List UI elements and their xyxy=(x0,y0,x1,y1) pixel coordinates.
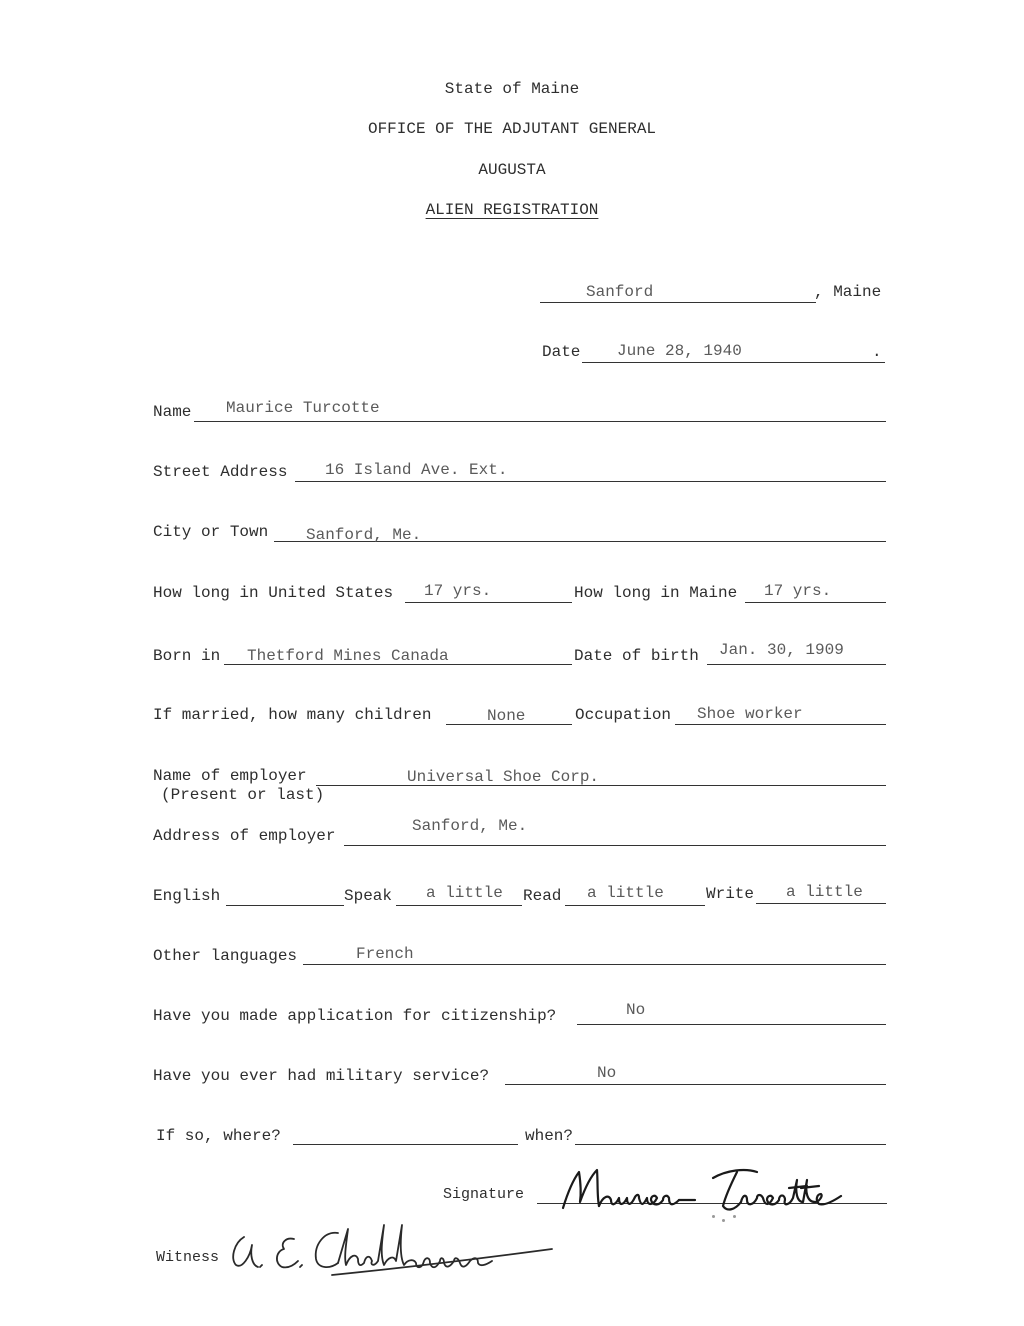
write-line xyxy=(756,903,886,904)
when-line xyxy=(575,1144,886,1145)
write-label: Write xyxy=(706,885,755,903)
date-end: . xyxy=(872,343,882,361)
signature-handwritten xyxy=(545,1150,915,1220)
city-value: Sanford, Me. xyxy=(306,526,422,544)
date-line xyxy=(582,362,885,363)
employer-label: Name of employer xyxy=(153,767,307,785)
citizenship-line xyxy=(577,1024,886,1025)
ink-speck xyxy=(733,1215,736,1218)
children-value: None xyxy=(487,707,526,725)
street-address-label: Street Address xyxy=(153,463,288,481)
witness-signature-handwritten xyxy=(222,1215,562,1285)
where-line xyxy=(293,1144,518,1145)
military-label: Have you ever had military service? xyxy=(153,1067,490,1085)
location-suffix: , Maine xyxy=(814,283,882,301)
born-in-value: Thetford Mines Canada xyxy=(247,647,449,665)
how-long-maine-line xyxy=(745,602,886,603)
how-long-maine-label: How long in Maine xyxy=(574,584,738,602)
occupation-label: Occupation xyxy=(575,706,672,724)
read-line xyxy=(565,905,705,906)
speak-value: a little xyxy=(426,884,503,902)
speak-label: Speak xyxy=(344,887,393,905)
witness-label: Witness xyxy=(156,1249,220,1266)
how-long-maine-value: 17 yrs. xyxy=(764,582,832,600)
read-value: a little xyxy=(587,884,664,902)
where-label: If so, where? xyxy=(156,1127,281,1145)
employer-line xyxy=(316,785,886,786)
employer-value: Universal Shoe Corp. xyxy=(407,768,600,786)
date-of-birth-value: Jan. 30, 1909 xyxy=(719,641,844,659)
read-label: Read xyxy=(523,887,562,905)
header-title: ALIEN REGISTRATION xyxy=(425,201,599,219)
write-value: a little xyxy=(786,883,863,901)
citizenship-value: No xyxy=(626,1001,646,1019)
date-label: Date xyxy=(542,343,581,361)
other-languages-label: Other languages xyxy=(153,947,298,965)
english-line xyxy=(226,905,344,906)
born-in-label: Born in xyxy=(153,647,221,665)
name-value: Maurice Turcotte xyxy=(226,399,380,417)
english-label: English xyxy=(153,887,221,905)
other-languages-value: French xyxy=(356,945,414,963)
header-city: AUGUSTA xyxy=(478,161,546,179)
military-value: No xyxy=(597,1064,617,1082)
date-value: June 28, 1940 xyxy=(617,342,742,360)
how-long-us-label: How long in United States xyxy=(153,584,394,602)
city-label: City or Town xyxy=(153,523,269,541)
street-address-line xyxy=(295,481,886,482)
occupation-value: Shoe worker xyxy=(697,705,803,723)
signature-label: Signature xyxy=(443,1186,525,1203)
employer-address-label: Address of employer xyxy=(153,827,336,845)
header-state: State of Maine xyxy=(444,80,580,98)
military-line xyxy=(505,1084,886,1085)
date-of-birth-label: Date of birth xyxy=(574,647,699,665)
when-label: when? xyxy=(525,1127,574,1145)
name-label: Name xyxy=(153,403,192,421)
speak-line xyxy=(396,905,522,906)
name-line xyxy=(194,421,886,422)
other-languages-line xyxy=(303,964,886,965)
location-line xyxy=(540,302,816,303)
how-long-us-line xyxy=(405,602,572,603)
children-label: If married, how many children xyxy=(153,706,432,724)
date-of-birth-line xyxy=(707,664,886,665)
occupation-line xyxy=(675,724,886,725)
location-value: Sanford xyxy=(586,283,654,301)
how-long-us-value: 17 yrs. xyxy=(424,582,492,600)
header-office: OFFICE OF THE ADJUTANT GENERAL xyxy=(367,120,657,138)
citizenship-label: Have you made application for citizenship? xyxy=(153,1007,557,1025)
ink-speck xyxy=(712,1215,715,1218)
ink-speck xyxy=(722,1219,725,1222)
street-address-value: 16 Island Ave. Ext. xyxy=(325,461,508,479)
employer-address-value: Sanford, Me. xyxy=(412,817,528,835)
employer-address-line xyxy=(344,845,886,846)
employer-sublabel: (Present or last) xyxy=(161,786,325,804)
